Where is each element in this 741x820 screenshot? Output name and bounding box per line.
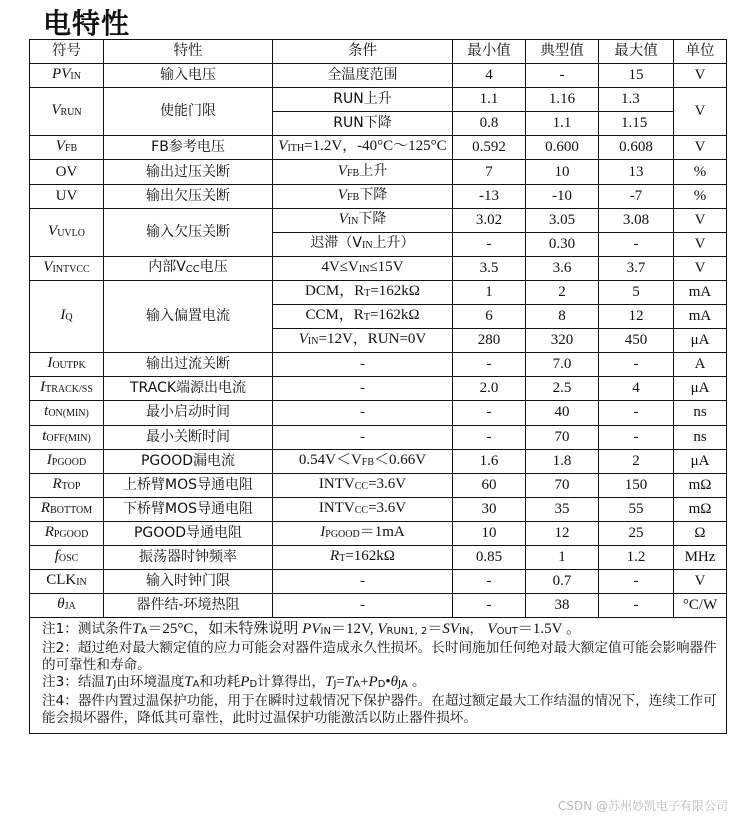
max-cell: 15 bbox=[599, 64, 674, 88]
max-cell: 55 bbox=[599, 497, 674, 521]
condition-cell: 迟滞（$V_{IN}$上升） bbox=[273, 232, 453, 256]
symbol-cell: $I_Q$ bbox=[30, 280, 104, 352]
table-row bbox=[30, 88, 727, 112]
characteristic-cell: 输入时钟门限 bbox=[104, 570, 273, 594]
condition-cell: $V_{FB}$下降 bbox=[273, 184, 453, 208]
table-row bbox=[30, 521, 727, 545]
symbol-cell: $I_{PGOOD}$ bbox=[30, 449, 104, 473]
table-row bbox=[30, 377, 727, 401]
symbol-cell: $t_{ON(MIN)}$ bbox=[30, 401, 104, 425]
typ-cell: - bbox=[526, 64, 599, 88]
symbol-cell: $R_{TOP}$ bbox=[30, 473, 104, 497]
header-typ: 典型值 bbox=[526, 40, 599, 64]
typ-cell: 38 bbox=[526, 594, 599, 618]
unit-cell: mA bbox=[674, 305, 727, 329]
characteristic-cell: FB参考电压 bbox=[104, 136, 273, 160]
min-cell: - bbox=[453, 425, 526, 449]
min-cell: - bbox=[453, 401, 526, 425]
min-cell: 0.8 bbox=[453, 112, 526, 136]
min-cell: 60 bbox=[453, 473, 526, 497]
min-cell: - bbox=[453, 570, 526, 594]
characteristic-cell: 器件结-环境热阻 bbox=[104, 594, 273, 618]
header-max: 最大值 bbox=[599, 40, 674, 64]
notes-cell bbox=[30, 618, 727, 734]
typ-cell: 12 bbox=[526, 521, 599, 545]
max-cell: 1.3 bbox=[599, 88, 674, 112]
condition-cell: $I_{PGOOD}=1mA$ bbox=[273, 521, 453, 545]
characteristic-cell: 输入电压 bbox=[104, 64, 273, 88]
table-row bbox=[30, 473, 727, 497]
symbol-cell: $\theta_{JA}$ bbox=[30, 594, 104, 618]
unit-cell: °C/W bbox=[674, 594, 727, 618]
condition-cell: $V_{ITH}=1.2V$，-40°C～125°C bbox=[273, 136, 453, 160]
header-unit: 单位 bbox=[674, 40, 727, 64]
characteristic-cell: 最小关断时间 bbox=[104, 425, 273, 449]
symbol-cell: $CLK_{IN}$ bbox=[30, 570, 104, 594]
characteristic-cell: 输出过压关断 bbox=[104, 160, 273, 184]
unit-cell: V bbox=[674, 570, 727, 594]
table-row bbox=[30, 570, 727, 594]
max-cell: 450 bbox=[599, 329, 674, 353]
condition-cell: RUN下降 bbox=[273, 112, 453, 136]
unit-cell: % bbox=[674, 184, 727, 208]
symbol-cell: $I_{OUTPK}$ bbox=[30, 353, 104, 377]
characteristic-cell: 内部$V_{CC}$电压 bbox=[104, 256, 273, 280]
header-symbol: 符号 bbox=[30, 40, 104, 64]
characteristic-cell: TRACK端源出电流 bbox=[104, 377, 273, 401]
max-cell: - bbox=[599, 401, 674, 425]
unit-cell: MHz bbox=[674, 545, 727, 569]
condition-cell: - bbox=[273, 425, 453, 449]
note-4: 注4：器件内置过温保护功能，用于在瞬时过载情况下保护器件。在超过额定最大工作结温的情况下，连续工作可能会损坏器件，降低其可靠性，此时过温保护功能激活以防止器件损坏。 bbox=[42, 693, 717, 727]
max-cell: 150 bbox=[599, 473, 674, 497]
max-cell: - bbox=[599, 425, 674, 449]
table-row bbox=[30, 64, 727, 88]
max-cell: 1.2 bbox=[599, 545, 674, 569]
typ-cell: 0.30 bbox=[526, 232, 599, 256]
unit-cell: V bbox=[674, 88, 727, 136]
characteristic-cell: 输出欠压关断 bbox=[104, 184, 273, 208]
min-cell: 1.6 bbox=[453, 449, 526, 473]
min-cell: - bbox=[453, 232, 526, 256]
unit-cell: V bbox=[674, 208, 727, 232]
symbol-cell: $V_{UVLO}$ bbox=[30, 208, 104, 256]
typ-cell: 2 bbox=[526, 280, 599, 304]
condition-cell: $V_{FB}$上升 bbox=[273, 160, 453, 184]
condition-cell: $INTV_{CC}=3.6V$ bbox=[273, 473, 453, 497]
min-cell: 3.02 bbox=[453, 208, 526, 232]
symbol-cell: $I_{TRACK/SS}$ bbox=[30, 377, 104, 401]
unit-cell: V bbox=[674, 232, 727, 256]
table-row bbox=[30, 594, 727, 618]
condition-cell: 全温度范围 bbox=[273, 64, 453, 88]
condition-cell: $0.54V<V_{FB}<0.66V$ bbox=[273, 449, 453, 473]
characteristic-cell: 下桥臂MOS导通电阻 bbox=[104, 497, 273, 521]
condition-cell: DCM，$R_T=162k\Omega$ bbox=[273, 280, 453, 304]
min-cell: 2.0 bbox=[453, 377, 526, 401]
condition-cell: RUN上升 bbox=[273, 88, 453, 112]
condition-cell: $R_T=162k\Omega$ bbox=[273, 545, 453, 569]
unit-cell: Ω bbox=[674, 521, 727, 545]
symbol-cell: $V_{RUN}$ bbox=[30, 88, 104, 136]
symbol-cell: $V_{INTVCC}$ bbox=[30, 256, 104, 280]
symbol-cell: $R_{BOTTOM}$ bbox=[30, 497, 104, 521]
header-characteristic: 特性 bbox=[104, 40, 273, 64]
condition-cell: $INTV_{CC}=3.6V$ bbox=[273, 497, 453, 521]
typ-cell: 70 bbox=[526, 425, 599, 449]
table-row bbox=[30, 545, 727, 569]
unit-cell: A bbox=[674, 353, 727, 377]
max-cell: 2 bbox=[599, 449, 674, 473]
unit-cell: μA bbox=[674, 449, 727, 473]
typ-cell: 1 bbox=[526, 545, 599, 569]
unit-cell: V bbox=[674, 136, 727, 160]
min-cell: - bbox=[453, 353, 526, 377]
min-cell: 4 bbox=[453, 64, 526, 88]
min-cell: 3.5 bbox=[453, 256, 526, 280]
table-row bbox=[30, 449, 727, 473]
max-cell: 13 bbox=[599, 160, 674, 184]
typ-cell: 70 bbox=[526, 473, 599, 497]
min-cell: 6 bbox=[453, 305, 526, 329]
symbol-cell: UV bbox=[30, 184, 104, 208]
table-header-row bbox=[30, 40, 727, 64]
table-row bbox=[30, 208, 727, 232]
table-row bbox=[30, 401, 727, 425]
electrical-characteristics-table bbox=[29, 39, 727, 734]
max-cell: 25 bbox=[599, 521, 674, 545]
min-cell: 10 bbox=[453, 521, 526, 545]
page-title: 电特性 bbox=[43, 7, 131, 40]
min-cell: - bbox=[453, 594, 526, 618]
note-3: 注3：结温$T_J$由环境温度$T_A$和功耗$P_D$计算得出，$T_J=T_A+P_D•\theta_{JA}$ 。 bbox=[42, 674, 426, 691]
typ-cell: 0.7 bbox=[526, 570, 599, 594]
max-cell: - bbox=[599, 570, 674, 594]
max-cell: 5 bbox=[599, 280, 674, 304]
typ-cell: 3.6 bbox=[526, 256, 599, 280]
header-conditions: 条件 bbox=[273, 40, 453, 64]
table-row bbox=[30, 160, 727, 184]
condition-cell: - bbox=[273, 353, 453, 377]
typ-cell: 10 bbox=[526, 160, 599, 184]
condition-cell: CCM，$R_T=162k\Omega$ bbox=[273, 305, 453, 329]
characteristic-cell: 振荡器时钟频率 bbox=[104, 545, 273, 569]
notes-row bbox=[30, 618, 727, 734]
max-cell: 0.608 bbox=[599, 136, 674, 160]
condition-cell: $V_{IN}=12V$，RUN=0V bbox=[273, 329, 453, 353]
max-cell: 3.08 bbox=[599, 208, 674, 232]
unit-cell: ns bbox=[674, 401, 727, 425]
unit-cell: % bbox=[674, 160, 727, 184]
characteristic-cell: 使能门限 bbox=[104, 88, 273, 136]
watermark: CSDN @苏州妙凯电子有限公司 bbox=[557, 799, 728, 813]
condition-cell: $V_{IN}$下降 bbox=[273, 208, 453, 232]
table-row bbox=[30, 280, 727, 304]
typ-cell: 320 bbox=[526, 329, 599, 353]
typ-cell: 1.8 bbox=[526, 449, 599, 473]
unit-cell: mΩ bbox=[674, 473, 727, 497]
min-cell: 1.1 bbox=[453, 88, 526, 112]
table-row bbox=[30, 136, 727, 160]
condition-cell: - bbox=[273, 401, 453, 425]
min-cell: -13 bbox=[453, 184, 526, 208]
min-cell: 0.592 bbox=[453, 136, 526, 160]
table-row bbox=[30, 353, 727, 377]
unit-cell: μA bbox=[674, 329, 727, 353]
min-cell: 0.85 bbox=[453, 545, 526, 569]
max-cell: 1.15 bbox=[599, 112, 674, 136]
table-row bbox=[30, 184, 727, 208]
symbol-cell: $V_{FB}$ bbox=[30, 136, 104, 160]
symbol-cell: $t_{OFF(MIN)}$ bbox=[30, 425, 104, 449]
symbol-cell: $R_{PGOOD}$ bbox=[30, 521, 104, 545]
characteristic-cell: PGOOD漏电流 bbox=[104, 449, 273, 473]
typ-cell: 7.0 bbox=[526, 353, 599, 377]
unit-cell: mΩ bbox=[674, 497, 727, 521]
typ-cell: 40 bbox=[526, 401, 599, 425]
unit-cell: ns bbox=[674, 425, 727, 449]
characteristic-cell: 输入偏置电流 bbox=[104, 280, 273, 352]
typ-cell: 1.1 bbox=[526, 112, 599, 136]
header-min: 最小值 bbox=[453, 40, 526, 64]
table-row bbox=[30, 497, 727, 521]
typ-cell: 35 bbox=[526, 497, 599, 521]
typ-cell: 0.600 bbox=[526, 136, 599, 160]
max-cell: 3.7 bbox=[599, 256, 674, 280]
min-cell: 280 bbox=[453, 329, 526, 353]
symbol-cell: $f_{OSC}$ bbox=[30, 545, 104, 569]
characteristic-cell: 最小启动时间 bbox=[104, 401, 273, 425]
characteristic-cell: 上桥臂MOS导通电阻 bbox=[104, 473, 273, 497]
symbol-cell: OV bbox=[30, 160, 104, 184]
max-cell: - bbox=[599, 594, 674, 618]
table-row bbox=[30, 425, 727, 449]
condition-cell: $4V\le V_{IN}\le 15V$ bbox=[273, 256, 453, 280]
max-cell: 4 bbox=[599, 377, 674, 401]
condition-cell: - bbox=[273, 377, 453, 401]
max-cell: 12 bbox=[599, 305, 674, 329]
unit-cell: mA bbox=[674, 280, 727, 304]
min-cell: 30 bbox=[453, 497, 526, 521]
typ-cell: 2.5 bbox=[526, 377, 599, 401]
min-cell: 7 bbox=[453, 160, 526, 184]
typ-cell: 1.16 bbox=[526, 88, 599, 112]
characteristic-cell: 输入欠压关断 bbox=[104, 208, 273, 256]
unit-cell: V bbox=[674, 64, 727, 88]
max-cell: - bbox=[599, 232, 674, 256]
symbol-cell: $PV_{IN}$ bbox=[30, 64, 104, 88]
condition-cell: - bbox=[273, 570, 453, 594]
max-cell: - bbox=[599, 353, 674, 377]
max-cell: -7 bbox=[599, 184, 674, 208]
note-2: 注2：超过绝对最大额定值的应力可能会对器件造成永久性损坏。长时间施加任何绝对最大额定值可能会影响器件的可靠性和寿命。 bbox=[42, 640, 717, 674]
typ-cell: 8 bbox=[526, 305, 599, 329]
characteristic-cell: 输出过流关断 bbox=[104, 353, 273, 377]
unit-cell: μA bbox=[674, 377, 727, 401]
typ-cell: 3.05 bbox=[526, 208, 599, 232]
condition-cell: - bbox=[273, 594, 453, 618]
table-row bbox=[30, 256, 727, 280]
note-1: 注1：测试条件$T_A=25^\circ C$，如未特殊说明 $PV_{IN}=12V$, $V_{RUN1, 2}=SV_{IN}$， $V_{OUT}=1.5V$ 。 bbox=[42, 621, 581, 638]
characteristic-cell: PGOOD导通电阻 bbox=[104, 521, 273, 545]
min-cell: 1 bbox=[453, 280, 526, 304]
typ-cell: -10 bbox=[526, 184, 599, 208]
unit-cell: V bbox=[674, 256, 727, 280]
